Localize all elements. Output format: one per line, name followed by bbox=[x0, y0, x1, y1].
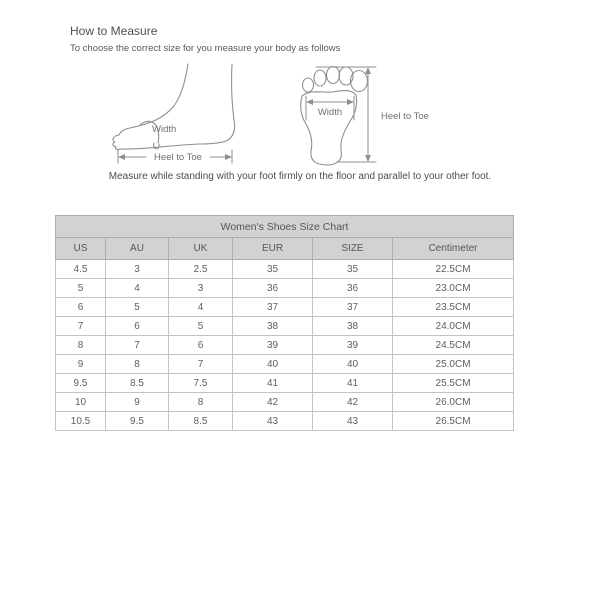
size-chart-cell: 24.0CM bbox=[393, 317, 514, 336]
side-measure-arrow-right bbox=[225, 154, 232, 160]
size-chart-cell: 8 bbox=[169, 393, 233, 412]
size-chart-row bbox=[56, 355, 514, 374]
size-chart-cell: 4.5 bbox=[56, 260, 106, 279]
size-chart-cell: 7.5 bbox=[169, 374, 233, 393]
size-chart-cell: 36 bbox=[313, 279, 393, 298]
size-chart-cell: 7 bbox=[106, 336, 169, 355]
size-chart-cell: 26.0CM bbox=[393, 393, 514, 412]
size-chart-header-row bbox=[56, 238, 514, 260]
size-chart-cell: 7 bbox=[56, 317, 106, 336]
size-chart-cell: 41 bbox=[313, 374, 393, 393]
size-chart-cell: 8.5 bbox=[106, 374, 169, 393]
size-chart-cell: 10.5 bbox=[56, 412, 106, 431]
toe-2 bbox=[314, 70, 326, 86]
measure-caption: Measure while standing with your foot firmly on the floor and parallel to your other foot. bbox=[108, 171, 492, 182]
size-chart-cell: 5 bbox=[106, 298, 169, 317]
sole-measure-arrow-up bbox=[365, 67, 371, 74]
size-chart-cell: 10 bbox=[56, 393, 106, 412]
size-chart-cell: 24.5CM bbox=[393, 336, 514, 355]
side-measure-arrow-left bbox=[118, 154, 125, 160]
toe-3 bbox=[327, 67, 340, 84]
size-chart-cell: 6 bbox=[106, 317, 169, 336]
size-chart-table bbox=[55, 215, 514, 431]
size-chart-cell: 7 bbox=[169, 355, 233, 374]
column-header-au: AU bbox=[106, 238, 169, 260]
size-chart-cell: 35 bbox=[313, 260, 393, 279]
size-chart-cell: 3 bbox=[106, 260, 169, 279]
size-chart-cell: 9.5 bbox=[56, 374, 106, 393]
size-chart-cell: 38 bbox=[233, 317, 313, 336]
size-chart-cell: 6 bbox=[169, 336, 233, 355]
size-chart-cell: 42 bbox=[233, 393, 313, 412]
size-chart-row bbox=[56, 374, 514, 393]
size-chart-cell: 22.5CM bbox=[393, 260, 514, 279]
size-chart-cell: 39 bbox=[233, 336, 313, 355]
size-chart-cell: 8 bbox=[56, 336, 106, 355]
size-chart-cell: 35 bbox=[233, 260, 313, 279]
size-chart-cell: 40 bbox=[313, 355, 393, 374]
sole-width-arrow-right bbox=[347, 99, 354, 105]
toe-1 bbox=[303, 78, 314, 92]
sole-measure-arrow-down bbox=[365, 155, 371, 162]
sole-width-arrow-left bbox=[306, 99, 313, 105]
size-chart-cell: 37 bbox=[313, 298, 393, 317]
size-chart-title-row bbox=[56, 216, 514, 238]
column-header-us: US bbox=[56, 238, 106, 260]
size-chart-body bbox=[56, 260, 514, 431]
sole-width-label: Width bbox=[317, 107, 343, 118]
size-chart-cell: 8.5 bbox=[169, 412, 233, 431]
size-chart-cell: 9 bbox=[56, 355, 106, 374]
size-chart-row bbox=[56, 336, 514, 355]
size-chart-row bbox=[56, 279, 514, 298]
measurement-diagrams bbox=[100, 60, 500, 172]
toe-5 bbox=[351, 71, 368, 92]
size-chart-row bbox=[56, 317, 514, 336]
side-heel-to-toe-label: Heel to Toe bbox=[154, 152, 202, 163]
size-chart-cell: 25.0CM bbox=[393, 355, 514, 374]
size-chart-cell: 23.0CM bbox=[393, 279, 514, 298]
size-chart-cell: 36 bbox=[233, 279, 313, 298]
size-chart-cell: 4 bbox=[106, 279, 169, 298]
size-chart-cell: 42 bbox=[313, 393, 393, 412]
size-chart-row bbox=[56, 260, 514, 279]
page-subtitle: To choose the correct size for you measure your body as follows bbox=[70, 43, 341, 54]
size-chart-cell: 9 bbox=[106, 393, 169, 412]
size-chart-cell: 4 bbox=[169, 298, 233, 317]
size-chart-title: Women's Shoes Size Chart bbox=[56, 216, 514, 238]
size-chart-cell: 26.5CM bbox=[393, 412, 514, 431]
foot-side-view-diagram bbox=[113, 64, 235, 163]
size-chart-cell: 40 bbox=[233, 355, 313, 374]
column-header-eur: EUR bbox=[233, 238, 313, 260]
size-chart-cell: 38 bbox=[313, 317, 393, 336]
size-chart-cell: 25.5CM bbox=[393, 374, 514, 393]
foot-sole-view-diagram bbox=[301, 67, 429, 166]
size-chart-row bbox=[56, 298, 514, 317]
foot-side-outline bbox=[113, 64, 235, 149]
size-chart-cell: 23.5CM bbox=[393, 298, 514, 317]
size-chart-cell: 43 bbox=[233, 412, 313, 431]
page-title: How to Measure bbox=[70, 24, 158, 38]
size-chart-cell: 39 bbox=[313, 336, 393, 355]
size-chart-cell: 8 bbox=[106, 355, 169, 374]
size-chart-cell: 41 bbox=[233, 374, 313, 393]
side-width-label: Width bbox=[152, 124, 177, 135]
sole-heel-to-toe-label: Heel to Toe bbox=[381, 111, 429, 122]
size-chart-cell: 9.5 bbox=[106, 412, 169, 431]
size-chart-cell: 3 bbox=[169, 279, 233, 298]
size-chart-cell: 37 bbox=[233, 298, 313, 317]
size-chart-cell: 43 bbox=[313, 412, 393, 431]
column-header-size: SIZE bbox=[313, 238, 393, 260]
column-header-centimeter: Centimeter bbox=[393, 238, 514, 260]
size-chart-cell: 5 bbox=[56, 279, 106, 298]
size-chart-row bbox=[56, 393, 514, 412]
size-chart-cell: 5 bbox=[169, 317, 233, 336]
size-chart-cell: 2.5 bbox=[169, 260, 233, 279]
column-header-uk: UK bbox=[169, 238, 233, 260]
size-chart-cell: 6 bbox=[56, 298, 106, 317]
size-chart-row bbox=[56, 412, 514, 431]
